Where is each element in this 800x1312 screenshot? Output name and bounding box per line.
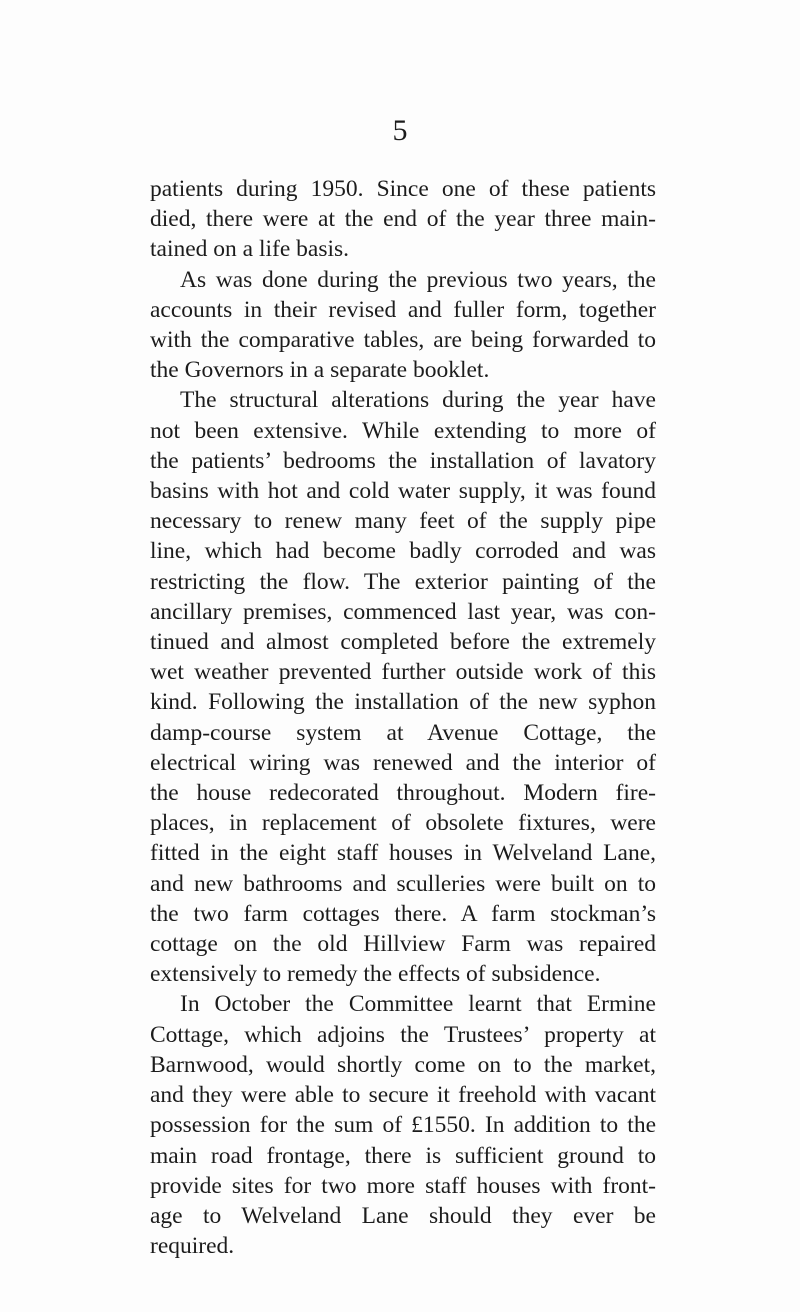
text-line: tinued and almost completed before the extremely [150,629,656,656]
text-line: the house redecorated throughout. Modern fire- [150,780,656,807]
text-line: the two farm cottages there. A farm stockman’s [150,900,656,927]
text-line: line, which had become badly corroded and was [150,538,656,565]
text-line: possession for the sum of £1550. In addition to the [150,1112,656,1139]
paragraph-patients [150,174,656,265]
text-line: places, in replacement of obsolete fixtures, were [150,810,656,837]
text-line: Cottage, which adjoins the Trustees’ property at [150,1021,656,1048]
text-line: In October the Committee learnt that Ermine [180,991,656,1018]
text-line: The structural alterations during the year have [180,387,656,414]
text-line: and they were able to secure it freehold with vacant [150,1082,656,1109]
text-line: patients during 1950. Since one of these patients [150,176,656,202]
body-text [150,174,656,1261]
text-line: necessary to renew many feet of the supply pipe [150,508,656,535]
page-number: 5 [392,114,408,147]
paragraph-structural-alterations [150,385,656,989]
text-line: cottage on the old Hillview Farm was repaired [150,931,656,958]
text-line: Barnwood, would shortly come on to the market, [150,1051,656,1078]
text-line: extensively to remedy the effects of subsidence. [150,961,601,988]
text-line: the patients’ bedrooms the installation of lavatory [150,447,656,474]
text-line: the Governors in a separate booklet. [150,357,490,384]
text-line: age to Welveland Lane should they ever be [150,1202,656,1229]
text-line: main road frontage, there is sufficient ground to [150,1142,656,1169]
text-line: died, there were at the end of the year three main- [150,206,656,233]
text-line: restricting the flow. The exterior painting of the [150,568,656,595]
text-line: kind. Following the installation of the new syphon [150,689,656,716]
text-line: basins with hot and cold water supply, it was found [150,478,656,505]
text-line: wet weather prevented further outside work of this [150,659,656,686]
text-line: fitted in the eight staff houses in Welveland Lane, [150,840,656,867]
text-line: required. [150,1233,235,1260]
text-line: provide sites for two more staff houses with front- [150,1172,656,1199]
text-line: tained on a life basis. [150,236,350,263]
text-line: and new bathrooms and sculleries were built on to [150,870,656,897]
text-line: with the comparative tables, are being forwarded to [150,327,656,354]
text-line: not been extensive. While extending to more of [150,417,656,444]
paragraph-accounts [150,265,656,386]
text-line: accounts in their revised and fuller form, together [150,296,656,323]
text-line: damp-course system at Avenue Cottage, the [150,719,656,746]
paragraph-ermine-cottage [150,989,656,1261]
text-line: ancillary premises, commenced last year, was con- [150,598,656,625]
text-line: As was done during the previous two years, the [180,266,656,293]
text-line: electrical wiring was renewed and the interior of [150,749,656,776]
